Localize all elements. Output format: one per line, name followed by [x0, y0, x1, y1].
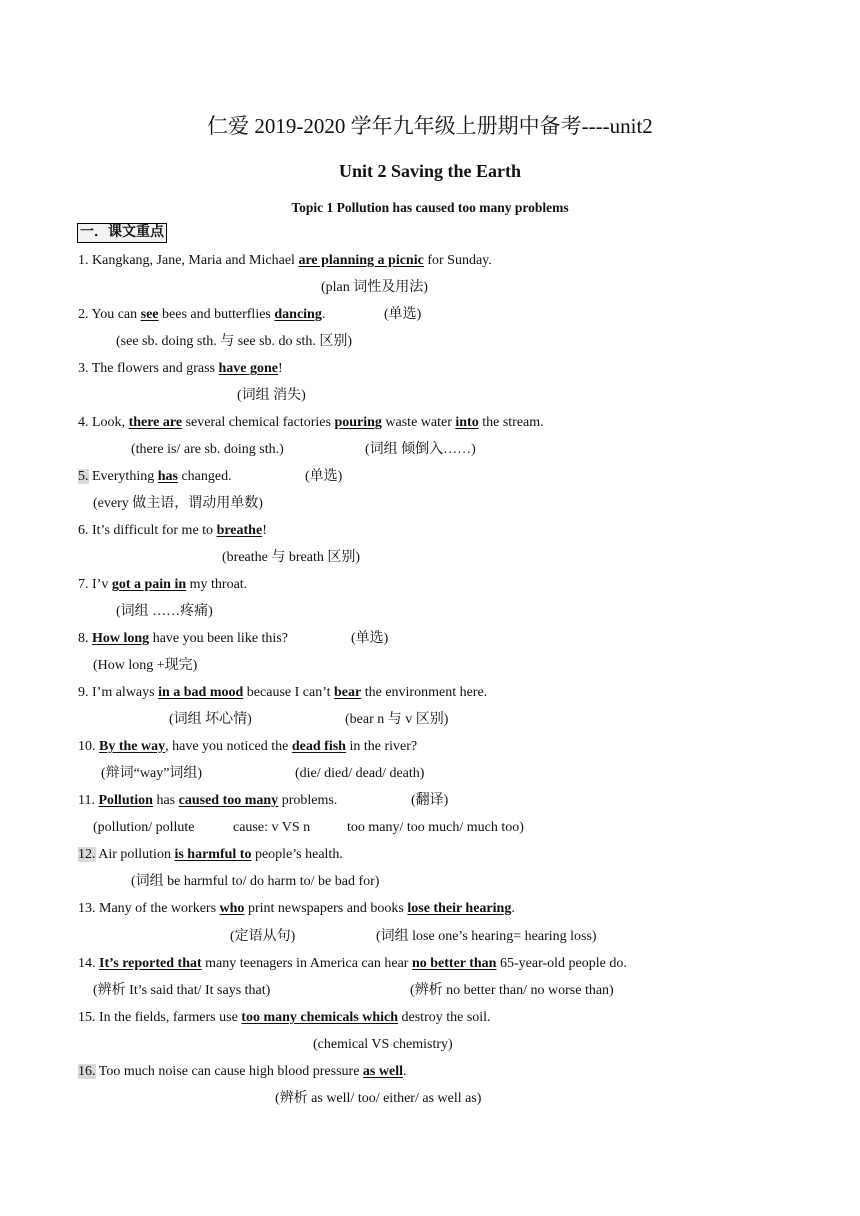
item-text: has: [152, 793, 179, 808]
item-10-note: (辩词“way”词组): [101, 766, 203, 781]
key-phrase: who: [219, 901, 245, 916]
key-phrase: lose their hearing: [407, 901, 512, 916]
item-text: 15. In the fields, farmers use: [78, 1010, 242, 1025]
key-phrase: as well: [362, 1064, 403, 1079]
key-phrase: Pollution: [98, 793, 153, 808]
item-text: bees and butterflies: [158, 307, 275, 322]
item-text: 4. Look,: [78, 415, 129, 430]
item-1: [78, 252, 492, 270]
item-9: [78, 684, 487, 702]
item-text: changed.: [177, 469, 232, 484]
item-text: !: [262, 523, 267, 538]
item-text: 7. I’v: [78, 577, 112, 592]
item-4-note: (there is/ are sb. doing sth.): [131, 442, 284, 457]
item-text: 3. The flowers and grass: [78, 361, 219, 376]
item-10: [78, 738, 417, 756]
item-text: in the river?: [345, 739, 418, 754]
item-3: [78, 360, 283, 378]
item-11-note: cause: v VS n: [233, 820, 311, 835]
item-text: 2. You can: [78, 307, 141, 322]
key-phrase: is harmful to: [174, 847, 252, 862]
item-8-tag: (单选): [351, 631, 389, 646]
item-text: .: [402, 1064, 407, 1079]
key-phrase: How long: [92, 631, 150, 646]
section-heading: 一．课文重点: [77, 223, 167, 243]
item-14-note: (辨析 It’s said that/ It says that): [93, 983, 271, 998]
key-phrase: pouring: [334, 415, 382, 430]
item-11-tag: (翻译): [411, 793, 449, 808]
item-12-note: (词组 be harmful to/ do harm to/ be bad for): [131, 874, 380, 889]
key-phrase: By the way: [99, 739, 166, 754]
item-text: Everything: [88, 469, 158, 484]
item-9-note: (词组 坏心情): [169, 712, 252, 727]
item-text: the stream.: [478, 415, 544, 430]
item-8-note: (How long +现完): [93, 658, 198, 673]
item-text: 8.: [78, 631, 92, 646]
item-14: [78, 955, 627, 973]
item-text: destroy the soil.: [398, 1010, 491, 1025]
item-7: [78, 576, 247, 594]
item-text: .: [321, 307, 326, 322]
item-text: 14.: [78, 956, 99, 971]
item-text: 1. Kangkang, Jane, Maria and Michael: [78, 253, 299, 268]
item-13-note: (定语从句): [230, 929, 296, 944]
item-text: have you been like this?: [149, 631, 288, 646]
item-text: 10.: [78, 739, 99, 754]
item-5-tag: (单选): [305, 469, 343, 484]
key-phrase: caused too many: [178, 793, 279, 808]
item-text: many teenagers in America can hear: [201, 956, 412, 971]
item-number: 5.: [78, 469, 89, 484]
unit-title: Unit 2 Saving the Earth: [338, 161, 522, 181]
item-text: .: [511, 901, 515, 916]
item-text: my throat.: [186, 577, 248, 592]
item-text: 9. I’m always: [78, 685, 159, 700]
item-11-note: (pollution/ pollute: [93, 820, 195, 835]
item-6-note: (breathe 与 breath 区别): [222, 550, 360, 565]
item-text: 11.: [78, 793, 99, 808]
item-5-note: (every 做主语，谓动用单数): [93, 496, 263, 511]
item-7-note: (词组 ……疼痛): [116, 604, 213, 619]
item-2-tag: (单选): [384, 307, 422, 322]
item-8: [78, 630, 288, 648]
item-2-note: (see sb. doing sth. 与 see sb. do sth. 区别): [116, 334, 353, 349]
item-9-note: (bear n 与 v 区别): [345, 712, 449, 727]
item-6: [78, 522, 267, 540]
key-phrase: got a pain in: [111, 577, 187, 592]
item-16-note: (辨析 as well/ too/ either/ as well as): [275, 1091, 482, 1106]
item-5: [78, 468, 232, 486]
item-13: [78, 900, 515, 918]
item-12: [78, 846, 343, 864]
item-number: 16.: [78, 1064, 96, 1079]
item-2: [78, 306, 325, 324]
key-phrase: dancing: [274, 307, 322, 322]
key-phrase: has: [157, 469, 178, 484]
item-text: several chemical factories: [182, 415, 335, 430]
key-phrase: see: [140, 307, 159, 322]
key-phrase: It’s reported that: [99, 956, 202, 971]
item-14-note: (辨析 no better than/ no worse than): [410, 983, 614, 998]
item-4: [78, 414, 544, 432]
item-text: !: [278, 361, 283, 376]
key-phrase: breathe: [216, 523, 263, 538]
item-11: [78, 792, 337, 810]
item-15-note: (chemical VS chemistry): [313, 1037, 453, 1052]
item-1-note: (plan 词性及用法): [321, 280, 428, 295]
item-13-note: (词组 lose one’s hearing= hearing loss): [376, 929, 597, 944]
item-text: problems.: [278, 793, 338, 808]
key-phrase: into: [455, 415, 479, 430]
item-text: waste water: [381, 415, 456, 430]
key-phrase: have gone: [218, 361, 278, 376]
key-phrase: no better than: [411, 956, 497, 971]
item-text: people’s health.: [251, 847, 343, 862]
item-text: print newspapers and books: [244, 901, 408, 916]
key-phrase: there are: [128, 415, 183, 430]
item-text: 13. Many of the workers: [78, 901, 220, 916]
item-10-note: (die/ died/ dead/ death): [295, 766, 425, 781]
key-phrase: in a bad mood: [158, 685, 244, 700]
item-11-note: too many/ too much/ much too): [347, 820, 524, 835]
item-text: Too much noise can cause high blood pressure: [95, 1064, 363, 1079]
main-title: 仁爱 2019-2020 学年九年级上册期中备考----unit2: [207, 114, 653, 138]
item-text: the environment here.: [361, 685, 488, 700]
item-text: Air pollution: [95, 847, 175, 862]
item-3-note: (词组 消失): [237, 388, 306, 403]
topic-title: Topic 1 Pollution has caused too many problems: [291, 200, 569, 215]
item-text: because I can’t: [243, 685, 334, 700]
key-phrase: bear: [334, 685, 362, 700]
item-16: [78, 1063, 406, 1081]
item-4-note: (词组 倾倒入……): [365, 442, 476, 457]
item-text: for Sunday.: [423, 253, 492, 268]
key-phrase: dead fish: [291, 739, 346, 754]
key-phrase: are planning a picnic: [298, 253, 424, 268]
item-text: , have you noticed the: [165, 739, 292, 754]
item-text: 6. It’s difficult for me to: [78, 523, 217, 538]
key-phrase: too many chemicals which: [241, 1010, 399, 1025]
item-number: 12.: [78, 847, 96, 862]
item-15: [78, 1009, 491, 1027]
item-text: 65-year-old people do.: [496, 956, 627, 971]
